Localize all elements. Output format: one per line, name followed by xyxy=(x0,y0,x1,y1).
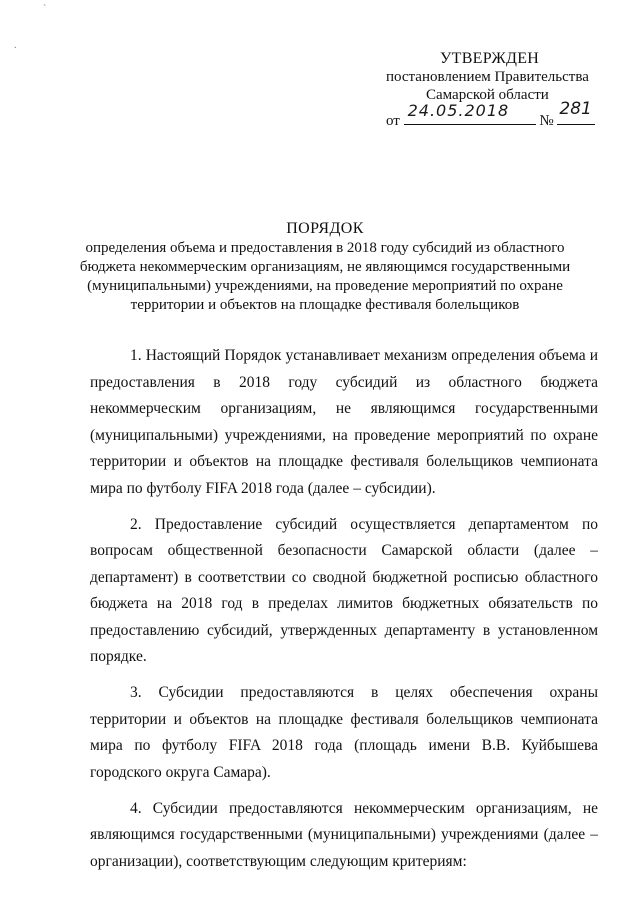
paragraph-2: 2. Предоставление субсидий осуществляется департаментом по вопросам общественной безопасности Самарской области (далее – департамент) в соответствии со сводной бюджетной росписью областного бюджета на 2018 год в пределах лимитов бюджетных обязательств по предоставлению субсидий, утвержденных департаменту в установленном порядке. xyxy=(90,515,598,665)
subtitle-line: определения объема и предоставления в 2018 году субсидий из областного xyxy=(85,240,565,256)
date-prefix: от xyxy=(386,113,400,129)
approval-line-1: постановлением Правительства xyxy=(386,69,589,85)
date-field xyxy=(404,101,536,125)
subtitle-line: территории и объектов на площадке фестиваля болельщиков xyxy=(130,297,520,313)
paragraph-1: 1. Настоящий Порядок устанавливает механизм определения объема и предоставления в 2018 году субсидий из областного бюджета некоммерческим организациям, не являющимся государственными (муниципальными) учреждениями, на проведение мероприятий по охране территории и объектов на площадке фестиваля болельщиков чемпионата мира по футболу FIFA 2018 года (далее – субсидии). xyxy=(90,347,598,497)
subtitle-line: (муниципальными) учреждениями, на проведение мероприятий по охране xyxy=(87,278,563,294)
scan-speck: . xyxy=(14,40,17,51)
document-title: ПОРЯДОК xyxy=(286,220,364,237)
paragraph-4: 4. Субсидии предоставляются некоммерческим организациям, не являющимся государственными (муниципальными) учреждениями (далее – организации), соответствующим следующим критериям: xyxy=(90,799,598,870)
approval-title: УТВЕРЖДЕН xyxy=(440,50,540,67)
approval-line-2: Самарской области xyxy=(426,87,549,103)
handwritten-number: 281 xyxy=(559,99,592,119)
number-field xyxy=(557,99,595,125)
paragraph-3: 3. Субсидии предоставляются в целях обеспечения охраны территории и объектов на площадке фестиваля болельщиков чемпионата мира по футболу FIFA 2018 года (площадь имени В.В. Куйбышева городского округа Самара). xyxy=(90,684,598,781)
subtitle-line: бюджета некоммерческим организациям, не являющимся государственными xyxy=(79,259,571,275)
document-heading xyxy=(60,219,590,315)
handwritten-date: 24.05.2018 xyxy=(407,101,510,120)
approval-date-number xyxy=(386,99,610,130)
approval-stamp xyxy=(380,50,610,130)
scan-speck: ` xyxy=(43,4,47,15)
document-body xyxy=(90,343,598,885)
number-prefix: № xyxy=(539,113,554,129)
